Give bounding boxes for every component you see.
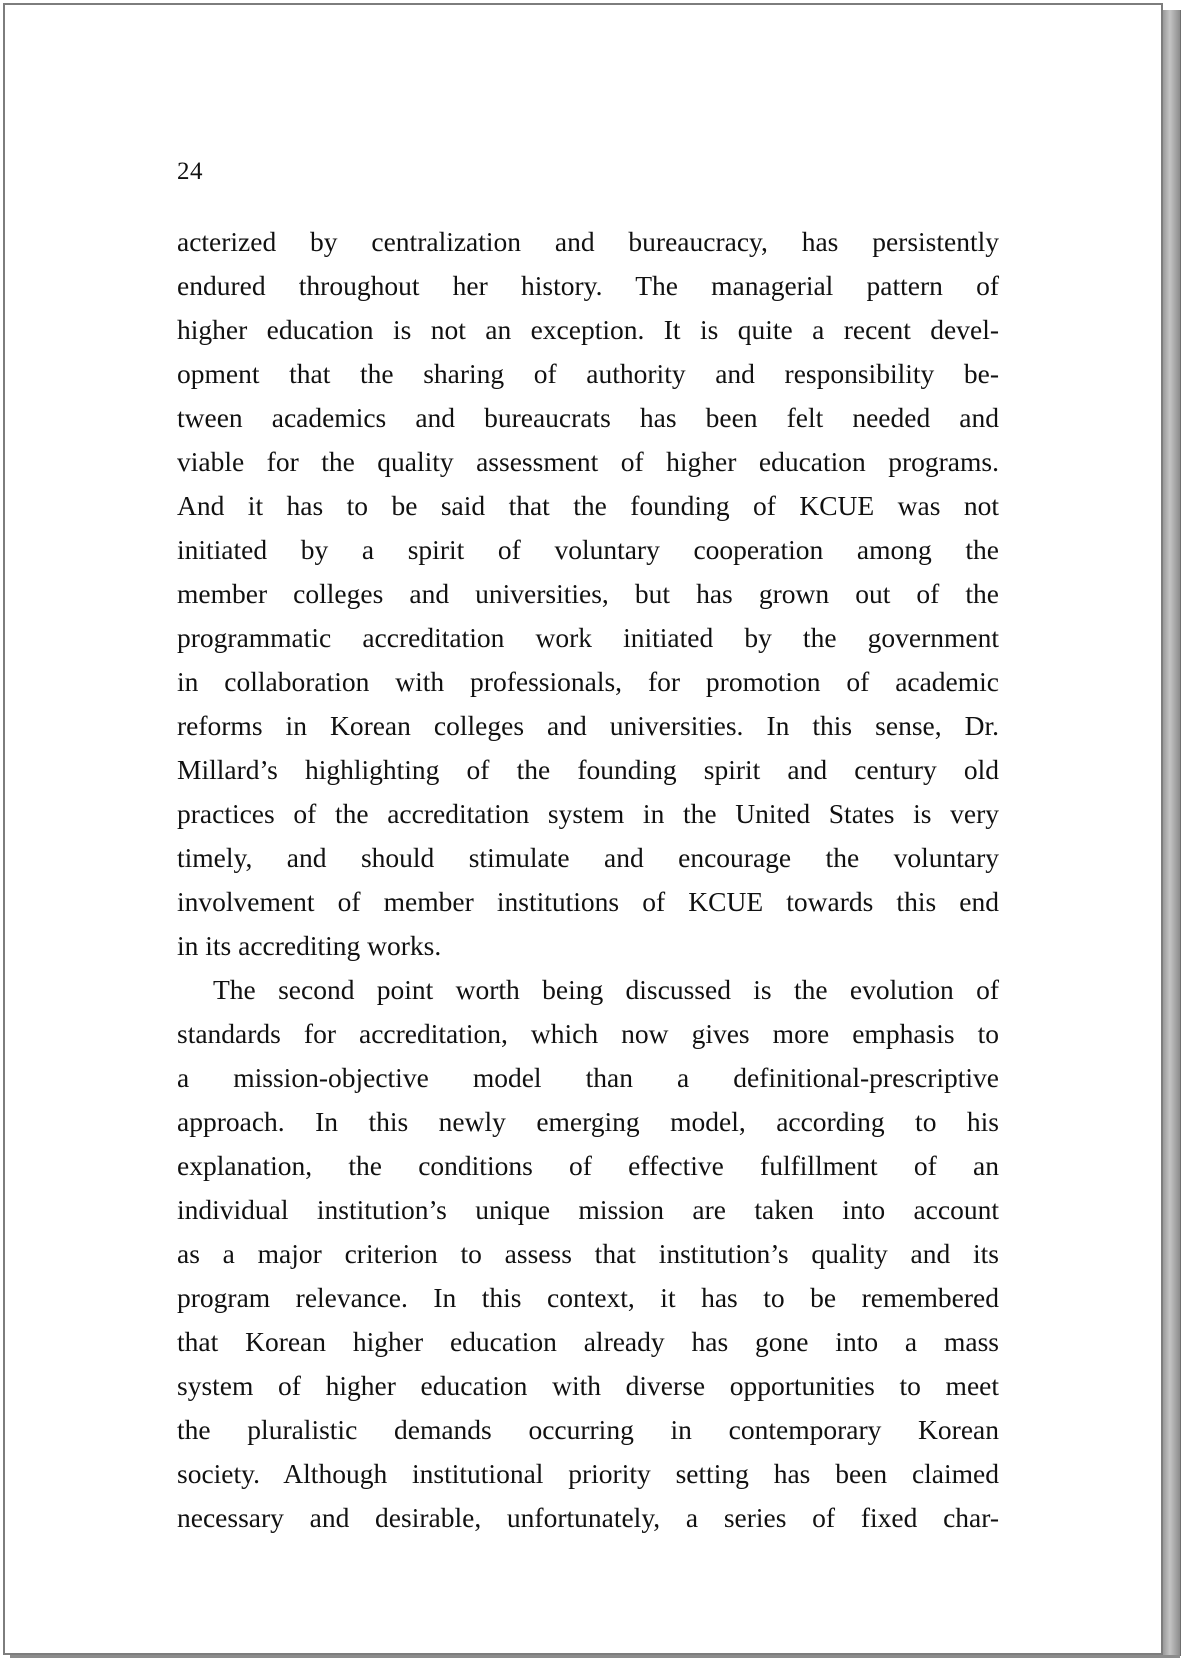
text-line: endured throughout her history. The managerial pattern of <box>177 270 999 301</box>
text-line: initiated by a spirit of voluntary cooperation among the <box>177 534 999 565</box>
page-edge-shadow <box>1163 10 1181 1656</box>
body-text <box>177 220 999 1540</box>
text-line: programmatic accreditation work initiated by the government <box>177 622 999 653</box>
text-line: necessary and desirable, unfortunately, a series of fixed char- <box>177 1502 999 1533</box>
text-line: acterized by centralization and bureaucracy, has persistently <box>177 226 999 257</box>
text-line: Millard’s highlighting of the founding spirit and century old <box>177 754 999 785</box>
document-page <box>3 3 1163 1655</box>
text-line: The second point worth being discussed is the evolution of <box>213 974 999 1005</box>
text-line: timely, and should stimulate and encourage the voluntary <box>177 842 999 873</box>
text-line: involvement of member institutions of KCUE towards this end <box>177 886 999 917</box>
text-line: in its accrediting works. <box>177 930 442 961</box>
page-bottom-shadow <box>10 1655 1180 1658</box>
text-line: practices of the accreditation system in the United States is very <box>177 798 999 829</box>
text-line: approach. In this newly emerging model, according to his <box>177 1106 999 1137</box>
page-number: 24 <box>177 158 203 185</box>
text-line: higher education is not an exception. It is quite a recent devel- <box>177 314 999 345</box>
text-line: reforms in Korean colleges and universities. In this sense, Dr. <box>177 710 999 741</box>
text-line: member colleges and universities, but has grown out of the <box>177 578 999 609</box>
text-line: that Korean higher education already has gone into a mass <box>177 1326 999 1357</box>
text-line: standards for accreditation, which now gives more emphasis to <box>177 1018 999 1049</box>
text-line: opment that the sharing of authority and responsibility be- <box>177 358 999 389</box>
text-line: tween academics and bureaucrats has been felt needed and <box>177 402 999 433</box>
text-line: as a major criterion to assess that institution’s quality and its <box>177 1238 999 1269</box>
text-line: the pluralistic demands occurring in contemporary Korean <box>177 1414 999 1445</box>
text-line: And it has to be said that the founding of KCUE was not <box>177 490 999 521</box>
text-line: a mission-objective model than a definitional-prescriptive <box>177 1062 999 1093</box>
text-line: society. Although institutional priority setting has been claimed <box>177 1458 999 1489</box>
text-line: program relevance. In this context, it has to be remembered <box>177 1282 999 1313</box>
text-line: explanation, the conditions of effective fulfillment of an <box>177 1150 999 1181</box>
text-line: in collaboration with professionals, for promotion of academic <box>177 666 999 697</box>
text-line: individual institution’s unique mission are taken into account <box>177 1194 999 1225</box>
text-line: viable for the quality assessment of higher education programs. <box>177 446 999 477</box>
text-line: system of higher education with diverse opportunities to meet <box>177 1370 999 1401</box>
